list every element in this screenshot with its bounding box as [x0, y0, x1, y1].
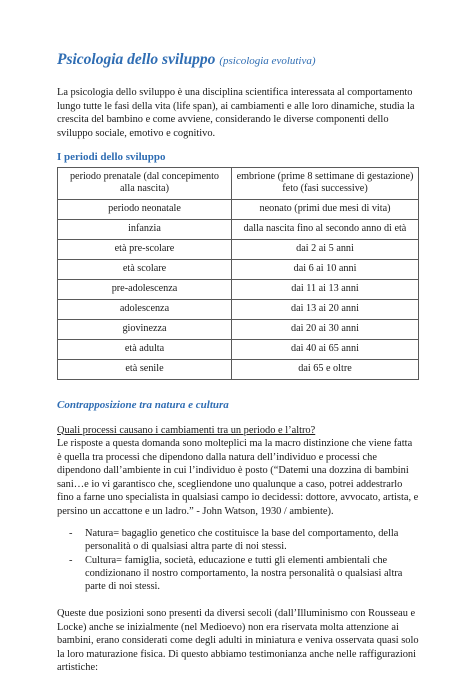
period-cell: giovinezza	[58, 319, 232, 339]
answer-paragraph: Le risposte a questa domanda sono molteplici ma la macro distinzione che viene fatta è quella tra processi che dipendono dalla natura dell’individuo e processi che dipendono dall’ambiente in cui l’individuo è posto (“Datemi una dozzina di bambini sani…e io vi garantisco che, scegliendone uno qualunque a caso, potrei addestrarlo fino a farne uno specialista in qualsiasi campo io decidessi: dottore, avvocato, artista, e persino un accattone e un ladro.” - John Watson, 1930 / ambiente).	[57, 438, 419, 517]
period-cell: adolescenza	[58, 299, 232, 319]
question-line: Quali processi causano i cambiamenti tra un periodo e l’altro?	[57, 424, 316, 436]
period-cell: età pre-scolare	[58, 239, 232, 259]
description-cell: dai 13 ai 20 anni	[232, 299, 419, 319]
table-row	[58, 168, 419, 200]
title-subtitle: (psicologia evolutiva)	[219, 55, 316, 67]
list-item	[57, 554, 419, 594]
intro-paragraph: La psicologia dello sviluppo è una disciplina scientifica interessata al comportamento lungo tutte le fasi della vita (life span), ai cambiamenti e alle loro dinamiche, studia la crescita del bambino e come avviene, considerando le diverse componenti dello sviluppo sociale, emotivo e cognitivo.	[57, 87, 415, 139]
description-cell: dai 40 ai 65 anni	[232, 339, 419, 359]
period-cell: età senile	[58, 359, 232, 379]
period-cell: periodo prenatale (dal concepimento alla nascita)	[58, 168, 232, 200]
period-cell: periodo neonatale	[58, 199, 232, 219]
period-cell: pre-adolescenza	[58, 279, 232, 299]
description-cell: dai 2 ai 5 anni	[232, 239, 419, 259]
table-row	[58, 239, 419, 259]
bullet-list	[57, 527, 419, 593]
description-cell	[232, 168, 419, 200]
table-row	[58, 219, 419, 239]
bullet-text: Cultura= famiglia, società, educazione e tutti gli elementi ambientali che condizionano il nostro comportamento, la nostra personalità o qualsiasi altra parte di noi stessi.	[85, 554, 403, 592]
period-cell: età adulta	[58, 339, 232, 359]
description-cell: neonato (primi due mesi di vita)	[232, 199, 419, 219]
document-page	[57, 50, 419, 675]
bullet-marker: -	[69, 528, 73, 540]
table-row	[58, 359, 419, 379]
table-row	[58, 319, 419, 339]
period-cell: età scolare	[58, 259, 232, 279]
table-row	[58, 299, 419, 319]
description-line: embrione (prime 8 settimane di gestazione) feto (fasi successive)	[236, 171, 414, 195]
page-title	[57, 50, 419, 71]
bullet-marker: -	[69, 554, 73, 566]
description-cell: dai 65 e oltre	[232, 359, 419, 379]
table-row	[58, 339, 419, 359]
description-cell: dai 6 ai 10 anni	[232, 259, 419, 279]
periods-table	[57, 167, 419, 380]
period-cell: infanzia	[58, 219, 232, 239]
bullet-text: Natura= bagaglio genetico che costituisce la base del comportamento, della personalità o di qualsiasi altra parte di noi stessi.	[85, 528, 399, 553]
list-item	[57, 527, 419, 553]
table-row	[58, 259, 419, 279]
closing-paragraph: Queste due posizioni sono presenti da diversi secoli (dall’Illuminismo con Rousseau e Locke) anche se inizialmente (nel Medioevo) non era riservata molta attenzione ai bambini, erano considerati come degli adulti in miniatura e veniva osservata quasi solo la loro maturazione fisica. Di questo abbiamo testimonianza anche nelle raffigurazioni artistiche:	[57, 608, 419, 674]
description-cell: dalla nascita fino al secondo anno di età	[232, 219, 419, 239]
description-cell: dai 20 ai 30 anni	[232, 319, 419, 339]
nature-culture-heading: Contrapposizione tra natura e cultura	[57, 398, 229, 411]
description-cell: dai 11 ai 13 anni	[232, 279, 419, 299]
periods-heading: I periodi dello sviluppo	[57, 151, 166, 163]
table-row	[58, 279, 419, 299]
title-main: Psicologia dello sviluppo	[57, 51, 216, 68]
table-row	[58, 199, 419, 219]
